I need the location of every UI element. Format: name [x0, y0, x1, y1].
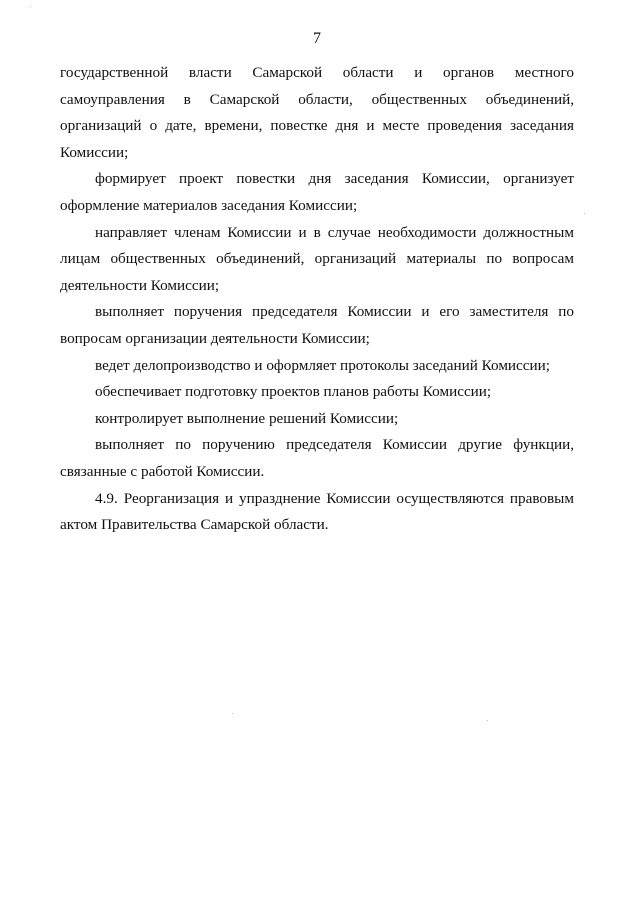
paragraph-agenda: формирует проект повестки дня заседания Комиссии, организует оформление материалов заседания Комиссии;	[60, 170, 574, 214]
paragraph-other-functions: выполняет по поручению председателя Комиссии другие функции, связанные с работой Комиссии.	[60, 436, 574, 480]
scan-speck	[232, 713, 233, 714]
document-body	[60, 60, 574, 539]
paragraph-control: контролирует выполнение решений Комиссии;	[95, 409, 399, 427]
scan-speck	[487, 720, 488, 721]
paragraph-reorganization: 4.9. Реорганизация и упразднение Комиссии осуществляются правовым актом Правительства Самарской области.	[60, 489, 574, 534]
scan-speck	[30, 6, 31, 7]
paragraph-instructions: выполняет поручения председателя Комиссии и его заместителя по вопросам организации деятельности Комиссии;	[60, 303, 574, 347]
paragraph-records: ведет делопроизводство и оформляет протоколы заседаний Комиссии;	[95, 356, 551, 374]
scan-speck	[584, 213, 585, 214]
paragraph-continuation: государственной власти Самарской области и органов местного самоуправления в Самарской области, общественных объединений, организаций о дате, времени, повестке дня и месте проведения заседания Комиссии;	[60, 64, 574, 161]
page-number: 7	[313, 30, 321, 47]
paragraph-plans: обеспечивает подготовку проектов планов работы Комиссии;	[95, 383, 492, 401]
paragraph-materials: направляет членам Комиссии и в случае необходимости должностным лицам общественных объединений, организаций материалы по вопросам деятельности Комиссии;	[60, 223, 574, 294]
